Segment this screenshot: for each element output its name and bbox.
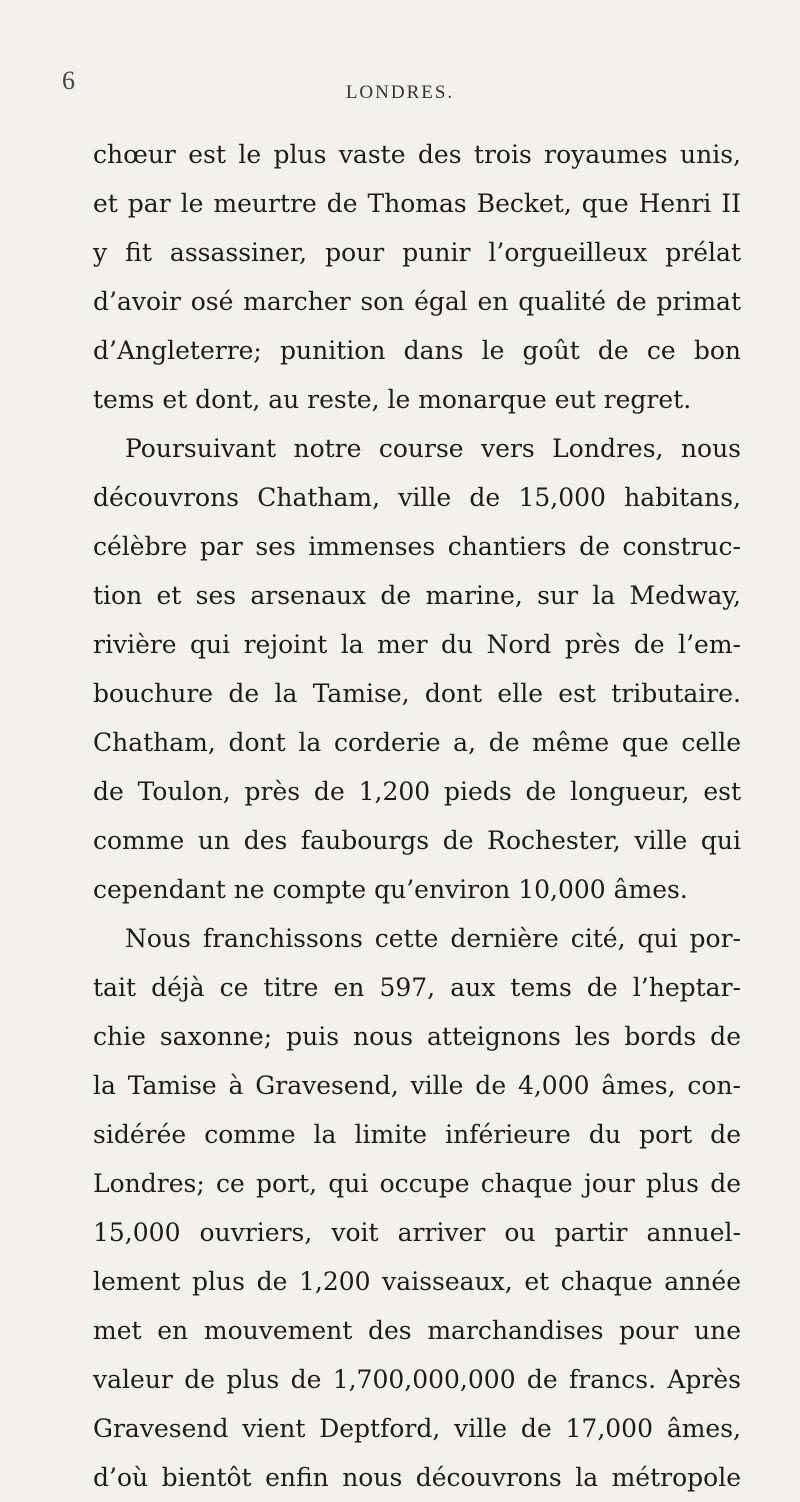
text-line: comme un des faubourgs de Rochester, ville qui — [93, 826, 741, 855]
text-line: tion et ses arsenaux de marine, sur la Medway, — [93, 581, 741, 610]
text-line: met en mouvement des marchandises pour une — [93, 1316, 741, 1345]
text-line: découvrons Chatham, ville de 15,000 habitans, — [93, 483, 741, 512]
text-line: rivière qui rejoint la mer du Nord près de l’em- — [93, 630, 741, 659]
text-line: et par le meurtre de Thomas Becket, que Henri II — [93, 189, 741, 218]
text-line: Londres; ce port, qui occupe chaque jour plus de — [93, 1169, 741, 1198]
page-number: 6 — [62, 66, 75, 95]
text-line: tems et dont, au reste, le monarque eut regret. — [93, 385, 692, 414]
text-line: d’Angleterre; punition dans le goût de ce bon — [93, 336, 741, 365]
text-line: valeur de plus de 1,700,000,000 de francs. Après — [93, 1365, 741, 1394]
running-title: LONDRES. — [345, 82, 455, 103]
text-line: célèbre par ses immenses chantiers de construc- — [93, 532, 741, 561]
text-line: sidérée comme la limite inférieure du port de — [93, 1120, 741, 1149]
text-line: chie saxonne; puis nous atteignons les bords de — [93, 1022, 741, 1051]
text-line: d’où bientôt enfin nous découvrons la métropole — [93, 1463, 741, 1492]
text-line: 15,000 ouvriers, voit arriver ou partir annuel- — [93, 1218, 741, 1247]
text-line: chœur est le plus vaste des trois royaumes unis, — [93, 140, 741, 169]
text-line: Gravesend vient Deptford, ville de 17,000 âmes, — [93, 1414, 741, 1443]
text-line: lement plus de 1,200 vaisseaux, et chaque année — [93, 1267, 741, 1296]
text-line: Chatham, dont la corderie a, de même que celle — [93, 728, 741, 757]
text-line: cependant ne compte qu’environ 10,000 âmes. — [93, 875, 688, 904]
text-line: la Tamise à Gravesend, ville de 4,000 âmes, con- — [93, 1071, 741, 1100]
text-line: Poursuivant notre course vers Londres, nous — [125, 434, 741, 463]
text-line: tait déjà ce titre en 597, aux tems de l’heptar- — [93, 973, 741, 1002]
text-line: bouchure de la Tamise, dont elle est tributaire. — [93, 679, 741, 708]
text-line: y fit assassiner, pour punir l’orgueilleux prélat — [93, 238, 741, 267]
text-line: d’avoir osé marcher son égal en qualité de primat — [93, 287, 741, 316]
body-text — [93, 130, 741, 1502]
text-line: Nous franchissons cette dernière cité, qui por- — [125, 924, 741, 953]
text-line: de Toulon, près de 1,200 pieds de longueur, est — [93, 777, 741, 806]
